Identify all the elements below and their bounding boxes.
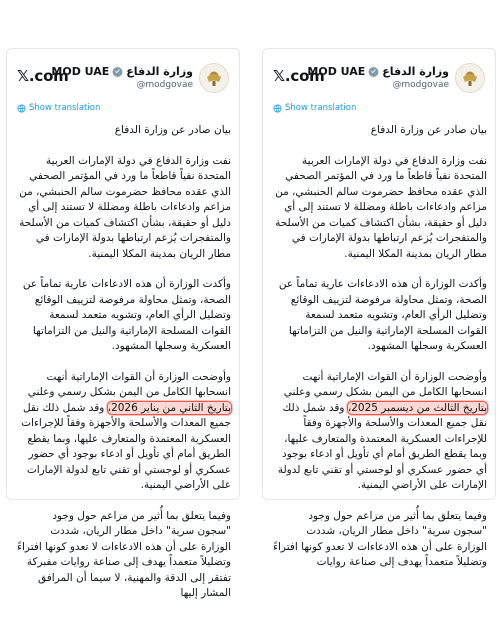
show-translation-label: Show translation — [285, 103, 357, 113]
account-tag: MOD UAE — [307, 65, 366, 78]
paragraph-3 — [17, 370, 231, 494]
account-handle[interactable]: @modgovae — [392, 80, 449, 90]
uae-emblem-icon — [460, 68, 480, 88]
post-title: بيان صادر عن وزارة الدفاع — [370, 124, 487, 136]
paragraph-4: وفيما يتعلق بما أُثير من مزاعم حول وجود "سجون سرية" داخل مطار الريان، شددت الوزارة على أن هذه الادعاءات لا تعدو كونها افتراءً وتضليلاً متعمداً يهدف إلى صناعة روايات مفبركة تفتقر إلى الدقة والمهنية، لا سيما أن المرافق المشار إليها — [17, 509, 231, 599]
x-logo[interactable]: 𝕏.com — [273, 67, 325, 85]
account-tag: MOD UAE — [51, 65, 110, 78]
post-card-right — [262, 48, 496, 568]
paragraph-3-end: وقد شمل ذلك نقل جميع المعدات والأسلحة والأجهزة وفقاً للإجراءات العسكرية المعتمدة والمتعارف عليها، وبما يقطع الطريق أمام أي تأويل أو ادعاء بوجود أي حضور عسكري أو لوجستي أو تقني تابع لدولة الإمارات على الأراضي اليمنية. — [277, 401, 487, 491]
post-body — [273, 123, 487, 586]
show-translation-link[interactable] — [273, 103, 356, 113]
post-title: بيان صادر عن وزارة الدفاع — [114, 124, 231, 136]
paragraph-3-start: وأوضحت الوزارة أن القوات الإماراتية أنهت انسحابها الكامل من اليمن بشكل رسمي وعلني — [283, 370, 487, 398]
paragraph-3-end: وقد شمل ذلك نقل جميع المعدات والأسلحة والأجهزة وفقاً للإجراءات العسكرية المعتمدة والمتعارف عليها، وبما يقطع الطريق أمام أي تأويل أو ادعاء بوجود أي حضور عسكري أو لوجستي أو تقني تابع لدولة الإمارات على الأراضي اليمنية. — [21, 401, 231, 491]
account-display-name: وزارة الدفاع — [382, 65, 449, 78]
account-name[interactable] — [307, 65, 449, 78]
post-body — [17, 123, 231, 617]
show-translation-link[interactable] — [17, 103, 100, 113]
paragraph-3-start: وأوضحت الوزارة أن القوات الإماراتية أنهت انسحابها الكامل من اليمن بشكل رسمي وعلني — [27, 370, 231, 398]
post-header — [17, 63, 229, 97]
account-name[interactable] — [51, 65, 193, 78]
show-translation-label: Show translation — [29, 103, 101, 113]
account-display-name: وزارة الدفاع — [126, 65, 193, 78]
post-header — [273, 63, 485, 97]
paragraph-2: وأكدت الوزارة أن هذه الادعاءات عارية تماماً عن الصحة، وتمثل محاولة مرفوضة لتزييف الوقائع وتضليل الرأي العام، وتشويه متعمد لسمعة القوات المسلحة الإماراتية والنيل من التزاماتها العسكرية وسجلها المشهود. — [22, 278, 231, 352]
paragraph-1: نفت وزارة الدفاع في دولة الإمارات العربية المتحدة نفياً قاطعاً ما ورد في المؤتمر الصحفي الذي عقده محافظ حضرموت سالم الحنبشي، من مزاعم وادعاءات باطلة ومضللة لا تستند إلى أي دليل أو حقيقة، بشأن اكتشاف كميات من الأسلحة والمتفجرات يُزعم ارتباطها بدولة الإمارات في مطار الريان بمدينة المكلا اليمنية. — [275, 154, 487, 260]
highlighted-date: بتاريخ الثاني من يناير 2026، — [107, 401, 231, 414]
paragraph-3 — [273, 370, 487, 494]
avatar[interactable] — [455, 63, 485, 93]
paragraph-1: نفت وزارة الدفاع في دولة الإمارات العربية المتحدة نفياً قاطعاً ما ورد في المؤتمر الصحفي الذي عقده محافظ حضرموت سالم الحنبشي، من مزاعم وادعاءات باطلة ومضللة لا تستند إلى أي دليل أو حقيقة، بشأن اكتشاف كميات من الأسلحة والمتفجرات يُزعم ارتباطها بدولة الإمارات في مطار الريان بمدينة المكلا اليمنية. — [19, 154, 231, 260]
globe-icon — [17, 104, 26, 113]
paragraph-4: وفيما يتعلق بما أُثير من مزاعم حول وجود "سجون سرية" داخل مطار الريان، شددت الوزارة على أن هذه الادعاءات لا تعدو كونها افتراءً وتضليلاً متعمداً يهدف إلى صناعة روايات — [273, 509, 487, 568]
paragraph-2: وأكدت الوزارة أن هذه الادعاءات عارية تماماً عن الصحة، وتمثل محاولة مرفوضة لتزييف الوقائع وتضليل الرأي العام، وتشويه متعمد لسمعة القوات المسلحة الإماراتية والنيل من التزاماتها العسكرية وسجلها المشهود. — [278, 278, 487, 352]
post-card-left — [6, 48, 240, 599]
highlighted-date: بتاريخ الثالث من ديسمبر 2025، — [347, 401, 487, 414]
avatar[interactable] — [199, 63, 229, 93]
uae-emblem-icon — [204, 68, 224, 88]
verified-badge-icon — [368, 66, 379, 77]
globe-icon — [273, 104, 282, 113]
x-logo[interactable]: 𝕏.com — [17, 67, 69, 85]
account-handle[interactable]: @modgovae — [136, 80, 193, 90]
verified-badge-icon — [112, 66, 123, 77]
